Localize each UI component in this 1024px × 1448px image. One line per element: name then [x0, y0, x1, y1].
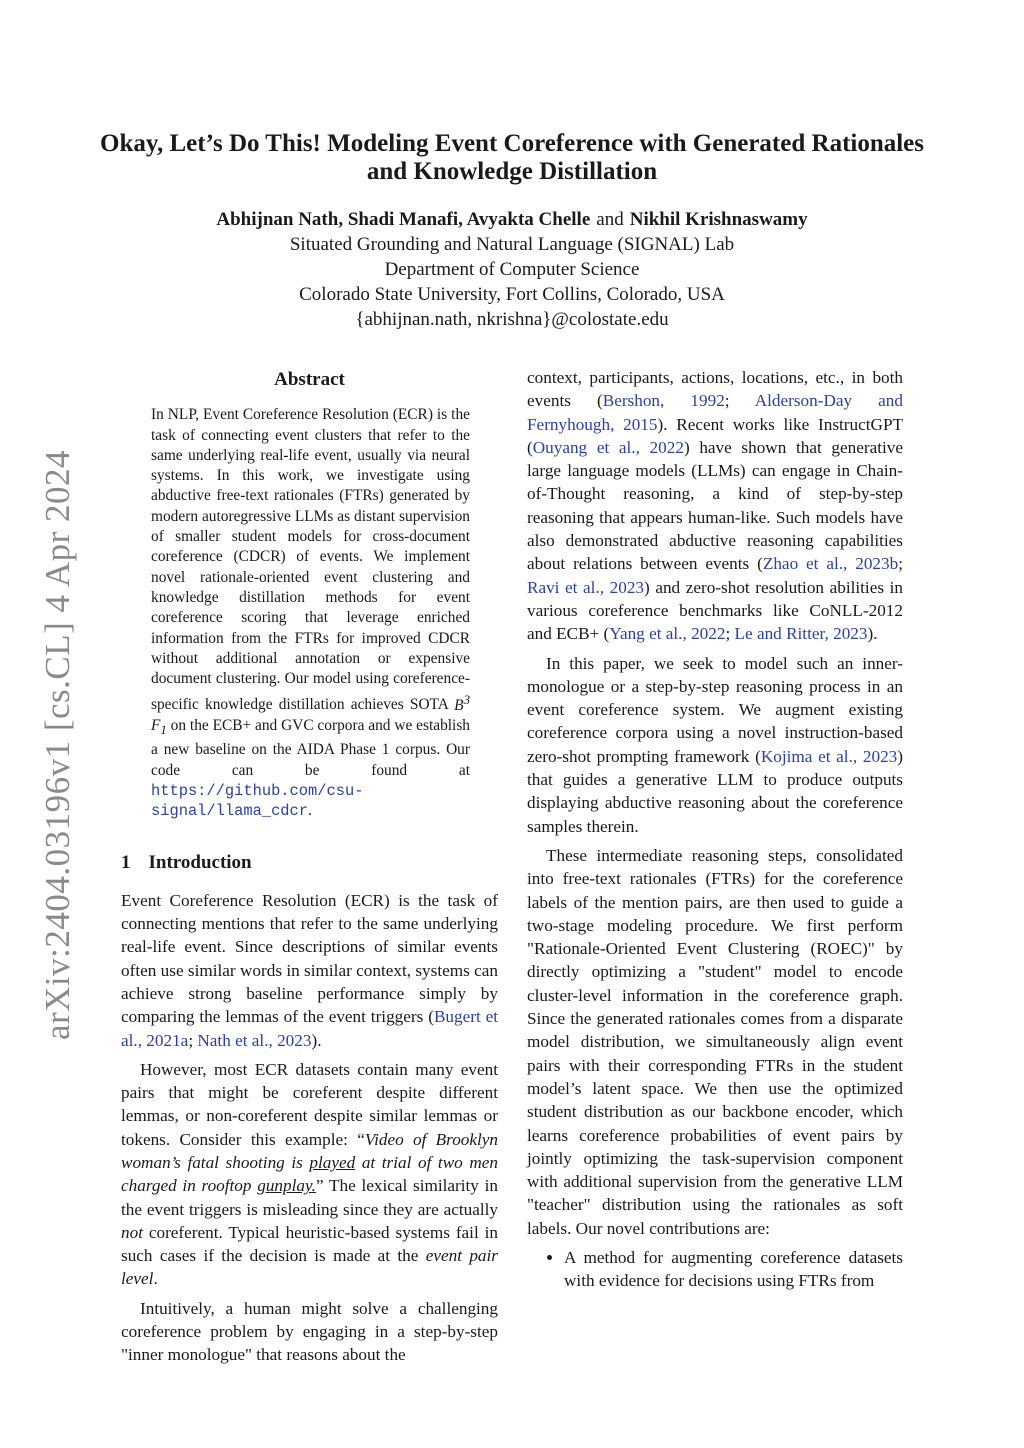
author-conjunction: and — [596, 209, 624, 230]
author-last: Nikhil Krishnaswamy — [629, 209, 808, 230]
arxiv-identifier-stamp: arXiv:2404.03196v1 [cs.CL] 4 Apr 2024 — [38, 449, 77, 1041]
list-item: • A method for augmenting coreference datasets with evidence for decisions using FTRs from — [564, 1246, 903, 1293]
citation-link[interactable]: Ravi et al., 2023 — [527, 577, 645, 597]
author-department: Department of Computer Science — [384, 259, 640, 280]
citation-link[interactable]: Alderson-Day and Fernyhough, 2015 — [527, 391, 903, 434]
right-column — [527, 366, 903, 1293]
author-block — [100, 207, 924, 332]
metric-b3: $B^3$ $F_1$ — [151, 692, 470, 737]
citation-link[interactable]: Kojima et al., 2023 — [760, 746, 898, 766]
intro-paragraph-2: However, most ECR datasets contain many event pairs that might be coreferent despite different lemmas, or non-coreferent despite similar lemmas or tokens. Consider this example: “Video of Brooklyn woman’s fatal shooting is played at trial of two men charged in rooftop gunplay.” The lexical similarity in the event triggers is misleading since they are actually not coreferent. Typical heuristic-based systems fail in such cases if the decision is made at the event pair level. — [121, 1059, 499, 1289]
citation-link[interactable]: Bershon, 1992 — [602, 391, 725, 411]
right-paragraph-1: context, participants, actions, locations, etc., in both events (Bershon, 1992; Alderson-Day and Fernyhough, 2015). Recent works like InstructGPT (Ouyang et al., 2022) have shown that generative large language models (LLMs) can engage in Chain-of-Thought reasoning, a kind of step-by-step reasoning that appears human-like. Such models have also demonstrated abductive reasoning capabilities about relations between events (Zhao et al., 2023b; Ravi et al., 2023) and zero-shot resolution abilities in various coreference benchmarks like CoNLL-2012 and ECB+ (Yang et al., 2022; Le and Ritter, 2023). — [527, 368, 903, 644]
author-lab: Situated Grounding and Natural Language (SIGNAL) Lab — [289, 234, 735, 255]
section-heading-introduction: 1 Introduction — [121, 852, 252, 874]
citation-link[interactable]: Le and Ritter, 2023 — [734, 624, 868, 644]
author-email: {abhijnan.nath, nkrishna}@colostate.edu — [355, 309, 669, 330]
contributions-list — [527, 1246, 903, 1293]
citation-link[interactable]: Yang et al., 2022 — [609, 624, 726, 644]
author-university: Colorado State University, Fort Collins, Colorado, USA — [299, 284, 725, 305]
author-names: Abhijnan Nath, Shadi Manafi, Avyakta Chelle — [216, 209, 591, 230]
left-column — [121, 366, 498, 1373]
citation-link[interactable]: Zhao et al., 2023b — [762, 554, 899, 574]
intro-paragraph-1: Event Coreference Resolution (ECR) is the task of connecting mentions that refer to the same underlying real-life event. Since descriptions of similar events often use similar words in similar context, systems can achieve strong baseline performance simply by comparing the lemmas of the event triggers (Bugert et al., 2021a; Nath et al., 2023). — [121, 890, 499, 1050]
paper-title: Okay, Let’s Do This! Modeling Event Coreference with Generated Rationales and Knowledge Distillation — [100, 130, 925, 185]
right-paragraph-3: These intermediate reasoning steps, consolidated into free-text rationales (FTRs) for the coreference labels of the mention pairs, are then used to guide a two-stage modeling procedure. We first perform "Rationale-Oriented Event Clustering (ROEC)" by directly optimizing a "student" model to encode cluster-level information in the coreference graph. Since the generated rationales comes from a disparate model distribution, we simultaneously align event pairs with their corresponding FTRs in the student model’s latent space. We then use the optimized student distribution as our backbone encoder, which learns coreference probabilities of event pairs by jointly optimizing the task-supervision component with additional supervision from the generative LLM "teacher" distribution using the rationales as soft labels. Our novel contributions are: — [527, 845, 903, 1238]
code-repository-link[interactable]: https://github.com/csu-signal/llama_cdcr — [151, 781, 364, 821]
citation-link[interactable]: Ouyang et al., 2022 — [532, 437, 684, 457]
abstract-body: In NLP, Event Coreference Resolution (ECR) is the task of connecting event clusters that refer to the same underlying real-life event, usually via neural systems. In this work, we investigate using abductive free-text rationales (FTRs) generated by modern autoregressive LLMs as distant supervision of smaller student models for cross-document coreference (CDCR) of events. We implement novel rationale-oriented event clustering and knowledge distillation methods for event coreference scoring that leverage enriched information from the FTRs for improved CDCR without additional annotation or expensive document clustering. Our model using coreference-specific knowledge distillation achieves SOTA $B^3$ $F_1$ on the ECB+ and GVC corpora and we establish a new baseline on the AIDA Phase 1 corpus. Our code can be found at https://github.com/csu-signal/llama_cdcr. — [151, 406, 471, 821]
right-paragraph-2: In this paper, we seek to model such an inner-monologue or a step-by-step reasoning process in an event coreference system. We augment existing coreference corpora using a novel instruction-based zero-shot prompting framework (Kojima et al., 2023) that guides a generative LLM to produce outputs displaying abductive reasoning about the coreference samples therein. — [527, 653, 903, 836]
abstract-heading: Abstract — [274, 369, 345, 390]
intro-paragraph-3: Intuitively, a human might solve a challenging coreference problem by engaging in a step-by-step "inner monologue" that reasons about the — [121, 1298, 498, 1365]
citation-link[interactable]: Nath et al., 2023 — [197, 1030, 312, 1050]
citation-link[interactable]: Bugert et al., 2021a — [121, 1007, 499, 1050]
